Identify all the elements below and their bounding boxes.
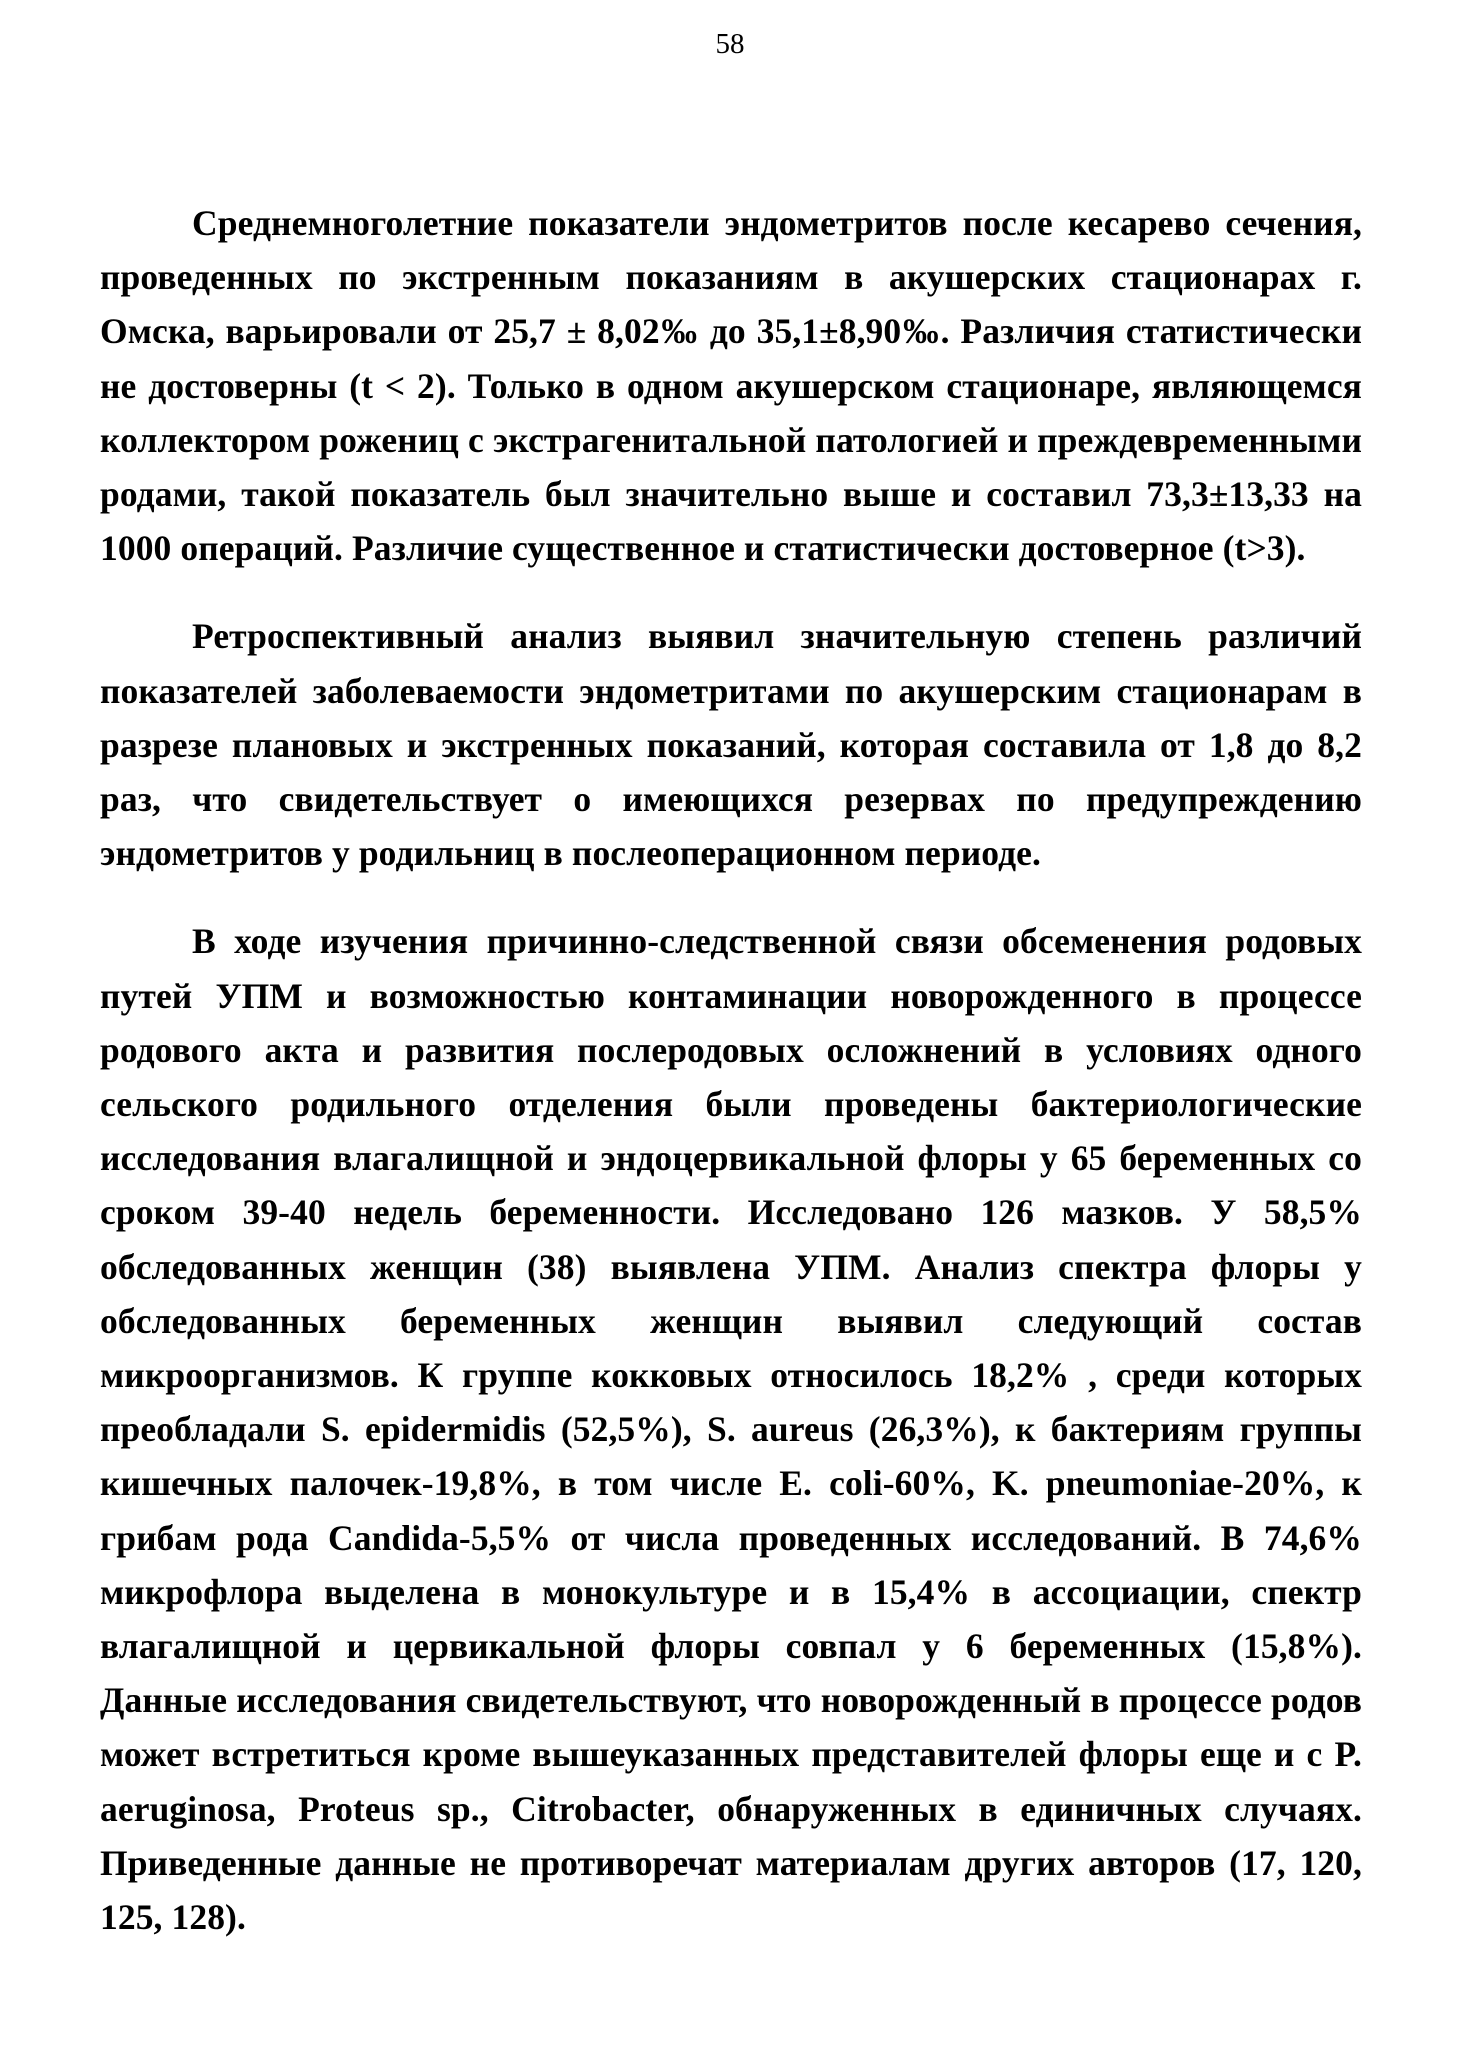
page-number: 58 bbox=[715, 28, 745, 60]
paragraph-bacteriological-study: В ходе изучения причинно-следственной связи обсеменения родовых путей УПМ и возможностью контаминации новорожденного в процессе родового акта и развития послеродовых осложнений в условиях одного сельского родильного отделения были проведены бактериологические исследования влагалищной и эндоцервикальной флоры у 65 беременных со сроком 39-40 недель беременности. Исследовано 126 мазков. У 58,5% обследованных женщин (38) выявлена УПМ. Анализ спектра флоры у обследованных беременных женщин выявил следующий состав микроорганизмов. К группе кокковых относилось 18,2% , среди которых преобладали S. epidermidis (52,5%), S. aureus (26,3%), к бактериям группы кишечных палочек-19,8%, в том числе E. coli-60%, K. pneumoniae-20%, к грибам рода Candida-5,5% от числа проведенных исследований. В 74,6% микрофлора выделена в монокультуре и в 15,4% в ассоциации, спектр влагалищной и цервикальной флоры совпал у 6 беременных (15,8%). Данные исследования свидетельствуют, что новорожденный в процессе родов может встретиться кроме вышеуказанных представителей флоры еще и с P. aeruginosa, Proteus sp., Citrobacter, обнаруженных в единичных случаях. Приведенные данные не противоречат материалам других авторов (17, 120, 125, 128). bbox=[100, 921, 1362, 1938]
paragraph-endometritis-rates: Среднемноголетние показатели эндометритов после кесарево сечения, проведенных по экстренным показаниям в акушерских стационарах г. Омска, варьировали от 25,7 ± 8,02‰ до 35,1±8,90‰. Различия статистически не достоверны (t < 2). Только в одном акушерском стационаре, являющемся коллектором рожениц с экстрагенитальной патологией и преждевременными родами, такой показатель был значительно выше и составил 73,3±13,33 на 1000 операций. Различие существенное и статистически достоверное (t>3). bbox=[100, 203, 1362, 569]
paragraph-retrospective-analysis: Ретроспективный анализ выявил значительную степень различий показателей заболеваемости эндометритами по акушерским стационарам в разрезе плановых и экстренных показаний, которая составила от 1,8 до 8,2 раз, что свидетельствует о имеющихся резервах по предупреждению эндометритов у родильниц в послеоперационном периоде. bbox=[100, 616, 1362, 874]
document-body bbox=[100, 196, 1362, 1944]
